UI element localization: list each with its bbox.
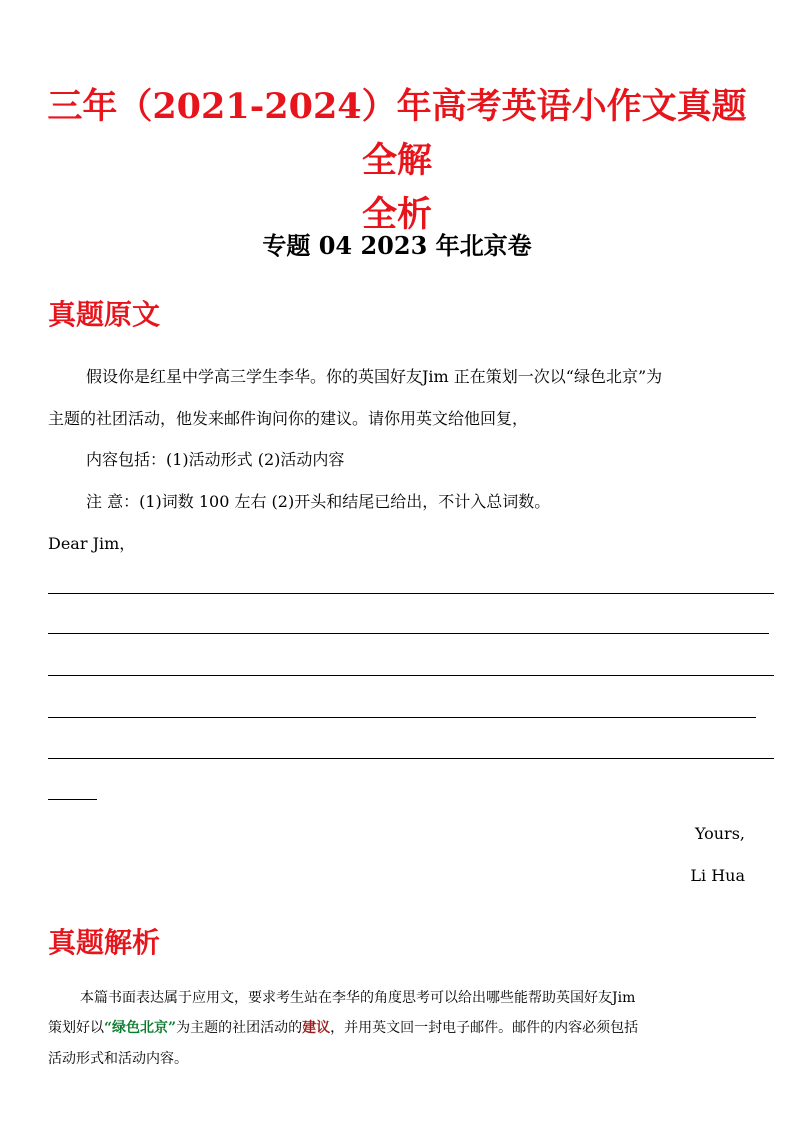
- writing-line-5: [48, 758, 774, 759]
- writing-line-3: [48, 675, 774, 676]
- analysis-text: 策划好以: [48, 1020, 104, 1036]
- section-heading-analysis: 真题解析: [48, 926, 161, 959]
- writing-line-1: [48, 593, 774, 594]
- analysis-text: 为主题的社团活动的: [176, 1020, 303, 1036]
- analysis-line-3: 活动形式和活动内容。: [48, 1051, 188, 1067]
- highlight-suggestion: 建议: [302, 1020, 331, 1036]
- document-subtitle: 专题 04 2023 年北京卷: [262, 231, 532, 260]
- notes-line: [86, 492, 550, 512]
- prompt-line-2: 主题的社团活动，他发来邮件询问你的建议。请你用英文给他回复，: [48, 409, 529, 428]
- notes-label: 注 意：: [86, 492, 140, 511]
- analysis-line-2: [48, 1018, 638, 1038]
- document-title: [40, 80, 754, 242]
- highlight-green-beijing: “绿色北京”: [104, 1020, 177, 1036]
- content-requirements: 内容包括：(1)活动形式 (2)活动内容: [86, 450, 345, 469]
- prompt-line-1: 假设你是红星中学高三学生李华。你的英国好友Jim 正在策划一次以“绿色北京”为: [86, 367, 663, 386]
- analysis-text: ，并用英文回一封电子邮件。邮件的内容必须包括: [330, 1020, 639, 1036]
- section-heading-original: 真题原文: [48, 298, 161, 331]
- writing-line-2: [48, 633, 769, 634]
- notes-text: (1)词数 100 左右 (2)开头和结尾已给出，不计入总词数。: [139, 492, 551, 511]
- letter-closing: Yours,: [694, 824, 745, 843]
- writing-line-6: [48, 799, 97, 800]
- title-line-1: 三年（2021-2024）年高考英语小作文真题全解: [47, 86, 747, 181]
- writing-line-4: [48, 717, 756, 718]
- title-line-2: 全析: [361, 194, 432, 235]
- analysis-line-1: 本篇书面表达属于应用文，要求考生站在李华的角度思考可以给出哪些能帮助英国好友Jim: [80, 990, 636, 1006]
- letter-signature: Li Hua: [690, 866, 745, 885]
- salutation: Dear Jim，: [48, 534, 136, 553]
